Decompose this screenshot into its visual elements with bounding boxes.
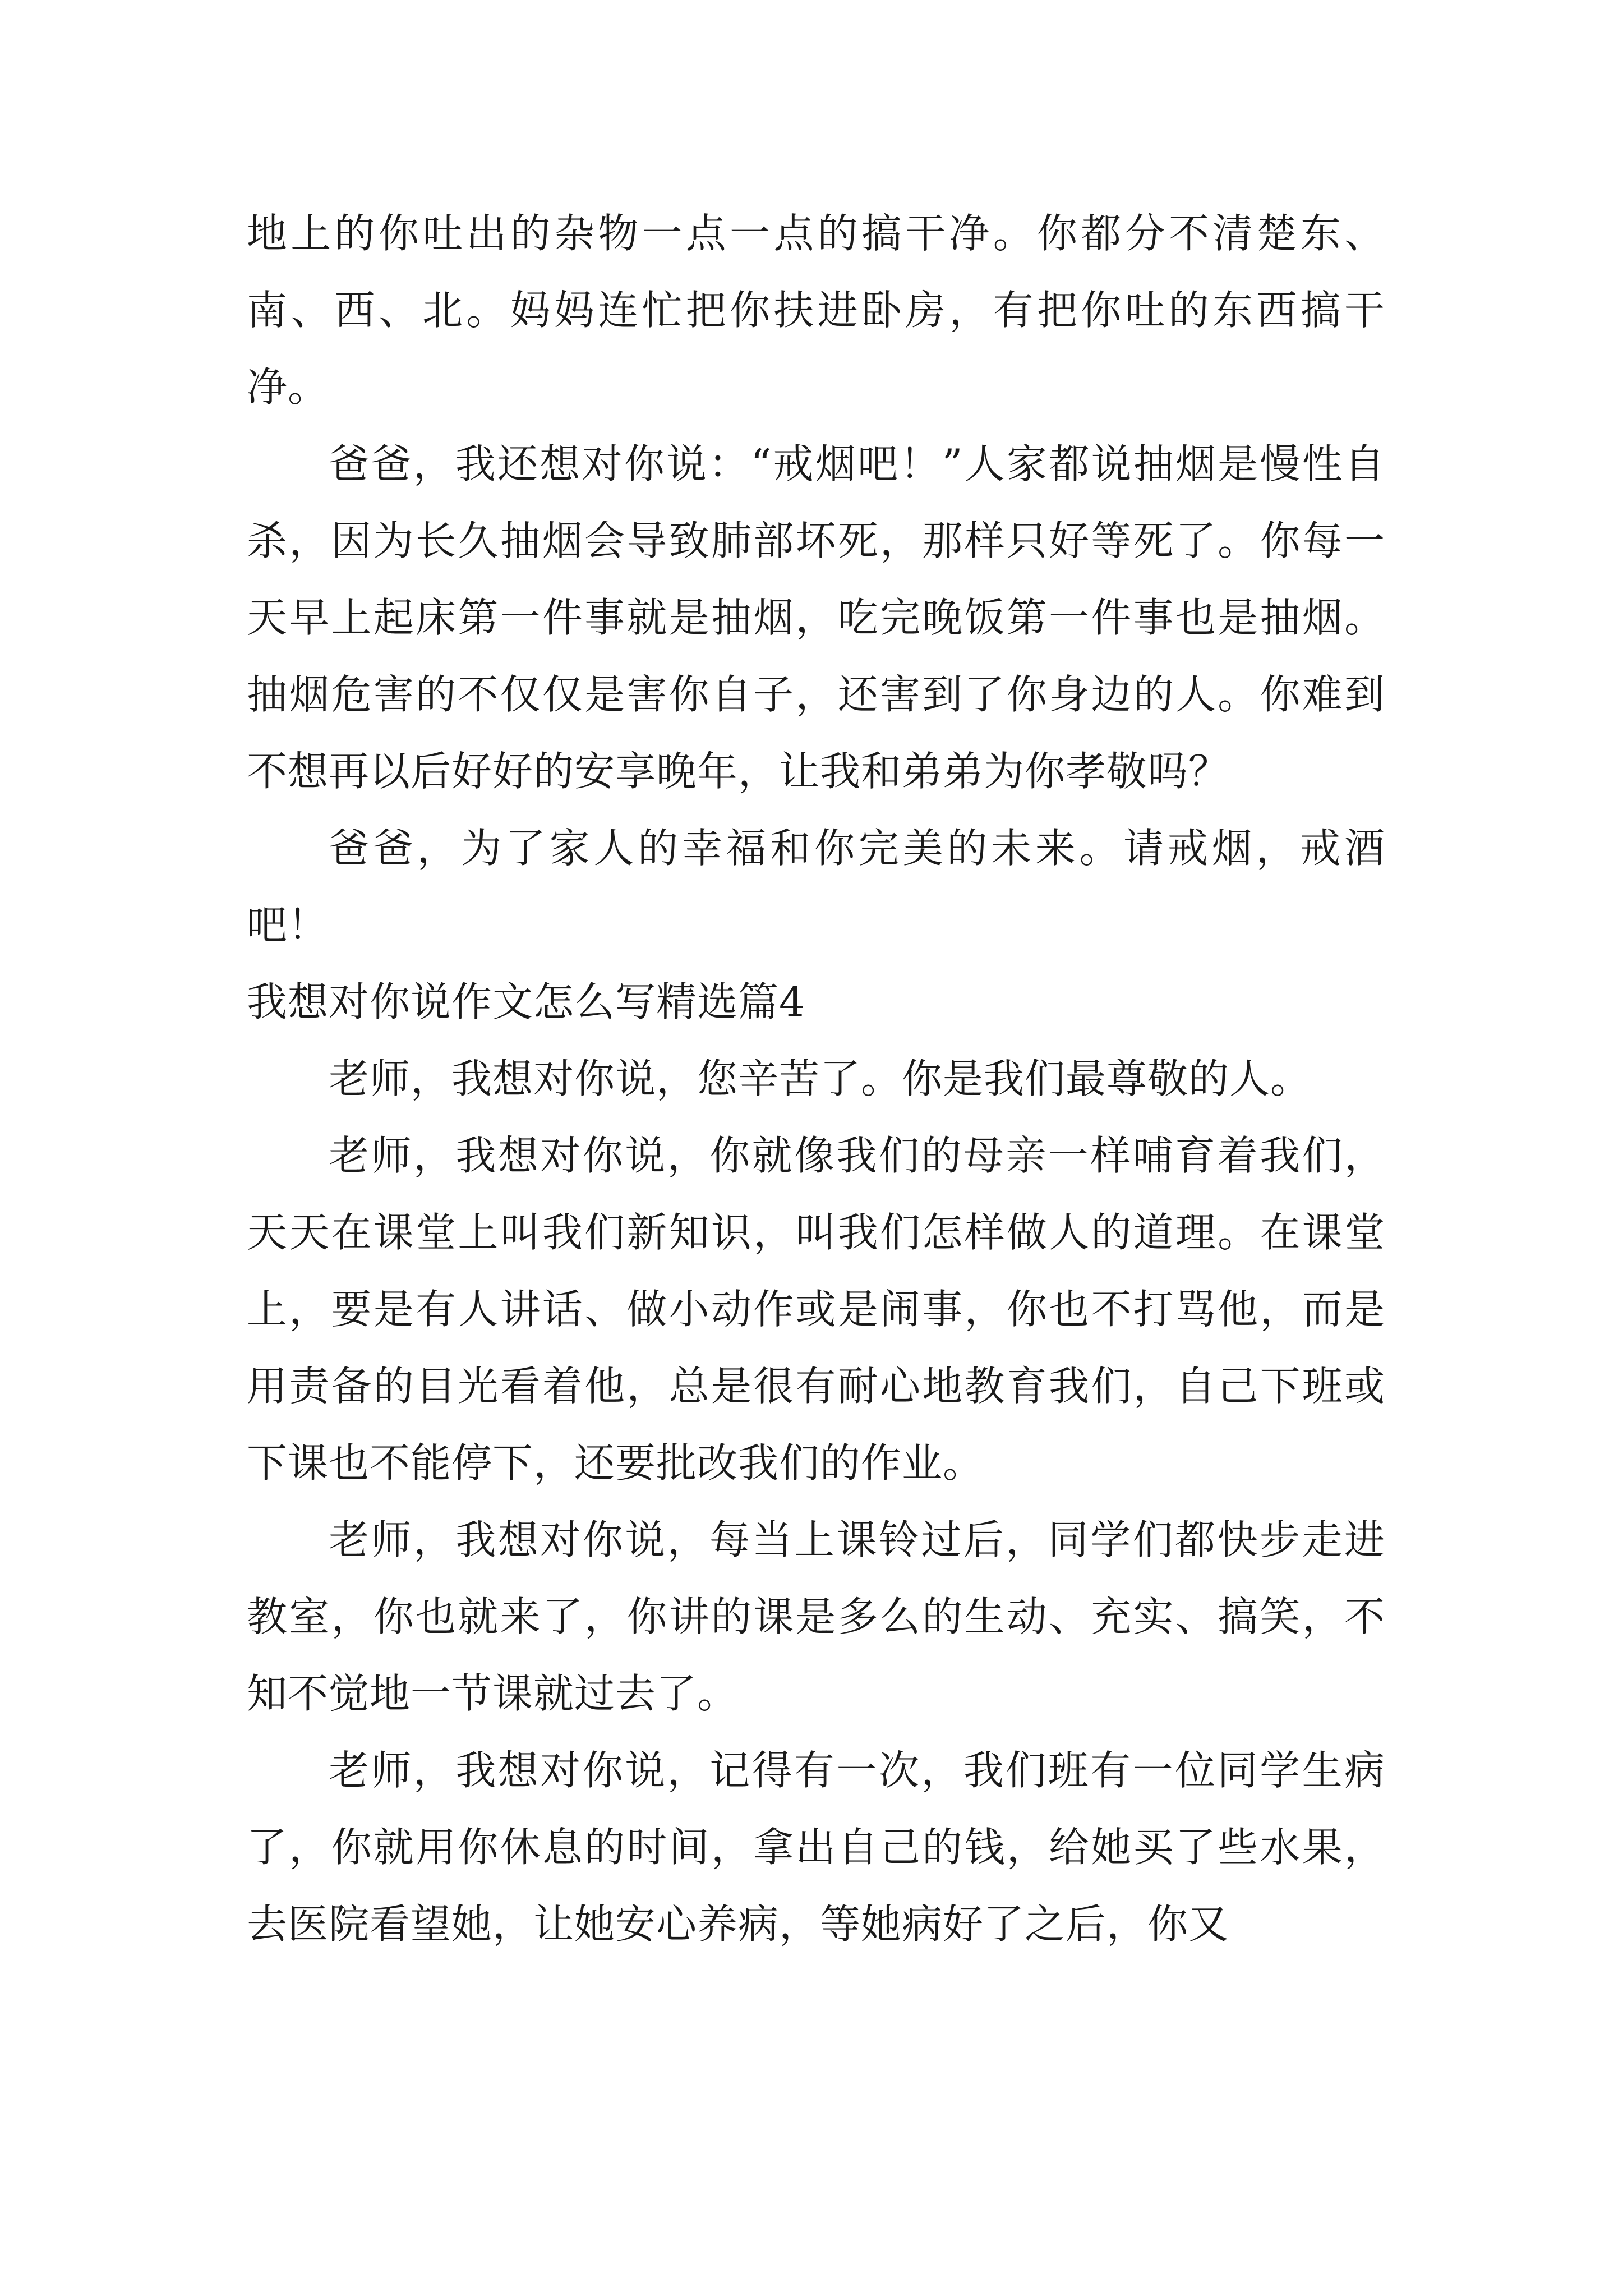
document-body: [247, 195, 1385, 1963]
paragraph-teacher-intro: 老师，我想对你说，您辛苦了。你是我们最尊敬的人。: [329, 1055, 1312, 1102]
section-heading: 我想对你说作文怎么写精选篇4: [247, 978, 805, 1025]
paragraph-teacher-class: 老师，我想对你说，每当上课铃过后，同学们都快步走进教室，你也就来了，你讲的课是多么的生动、充实、搞笑，不知不觉地一节课就过去了。: [247, 1516, 1385, 1717]
paragraph-continued: 地上的你吐出的杂物一点一点的搞干净。你都分不清楚东、南、西、北。妈妈连忙把你扶进卧房，有把你吐的东西搞干净。: [247, 210, 1385, 411]
paragraph-teacher-mother: 老师，我想对你说，你就像我们的母亲一样哺育着我们，天天在课堂上叫我们新知识，叫我们怎样做人的道理。在课堂上，要是有人讲话、做小动作或是闹事，你也不打骂他，而是用责备的目光看着他，总是很有耐心地教育我们，自己下班或下课也不能停下，还要批改我们的作业。: [247, 1132, 1385, 1487]
paragraph-teacher-sick-student: 老师，我想对你说，记得有一次，我们班有一位同学生病了，你就用你休息的时间，拿出自己的钱，给她买了些水果，去医院看望她，让她安心养病，等她病好了之后，你又: [247, 1747, 1385, 1948]
paragraph-family-future: 爸爸，为了家人的幸福和你完美的未来。请戒烟，戒酒吧！: [247, 825, 1385, 949]
paragraph-quit-smoking: 爸爸，我还想对你说：“戒烟吧！”人家都说抽烟是慢性自杀，因为长久抽烟会导致肺部坏死，那样只好等死了。你每一天早上起床第一件事就是抽烟，吃完晚饭第一件事也是抽烟。抽烟危害的不仅仅是害你自子，还害到了你身边的人。你难到不想再以后好好的安享晚年，让我和弟弟为你孝敬吗？: [247, 440, 1385, 795]
